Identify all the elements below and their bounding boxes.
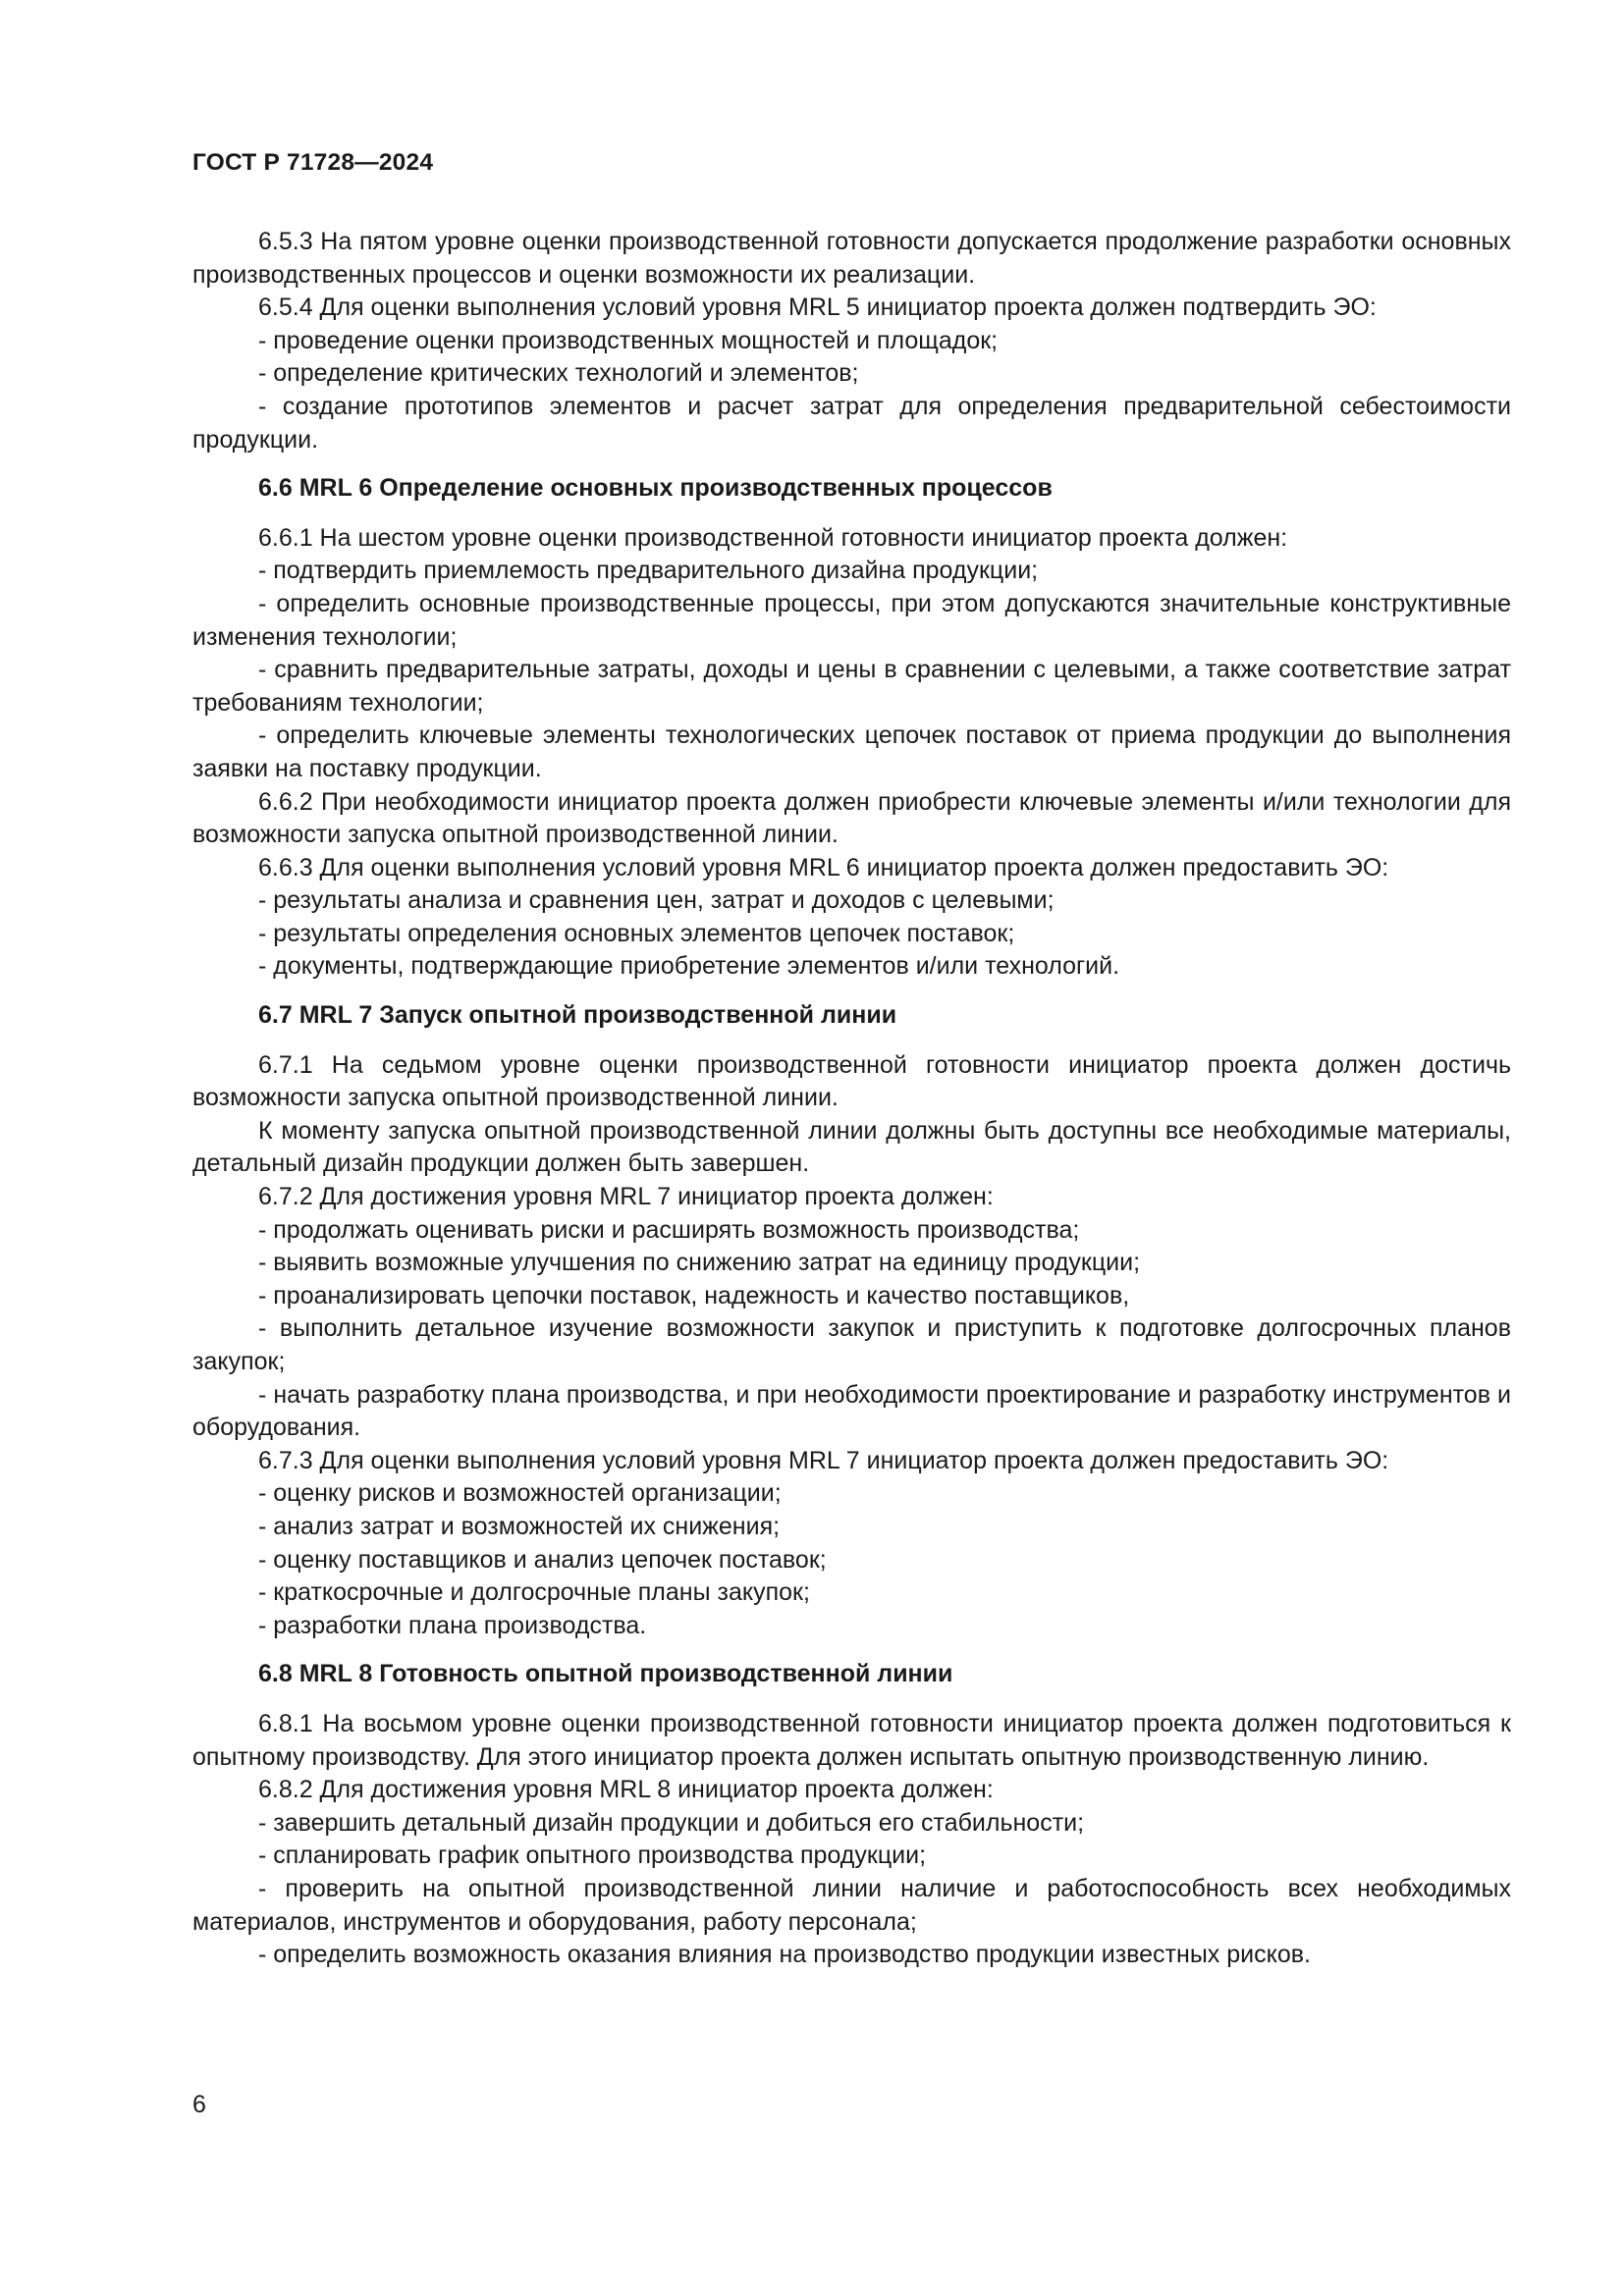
list-item: - создание прототипов элементов и расчет затрат для определения предварительной себестоимости продукции. [192,392,1511,454]
section-6-7 [192,999,1511,1642]
list-item: - определить возможность оказания влияния на производство продукции известных рисков. [258,1941,1311,1969]
paragraph: К моменту запуска опытной производственной линии должны быть доступны все необходимые материалы, детальный дизайн продукции должен быть завершен. [192,1116,1511,1178]
list-item: - краткосрочные и долгосрочные планы закупок; [258,1578,810,1607]
list-item: - результаты определения основных элементов цепочек поставок; [258,919,1015,947]
list-item: - проверить на опытной производственной линии наличие и работоспособность всех необходимых материалов, инструментов и оборудования, работу персонала; [192,1874,1511,1936]
document-body [192,226,1511,1972]
paragraph-6-7-3: 6.7.3 Для оценки выполнения условий уровня MRL 7 инициатор проекта должен предоставить ЭО: [258,1446,1389,1474]
paragraph-6-6-2: 6.6.2 При необходимости инициатор проекта должен приобрести ключевые элементы и/или технологии для возможности запуска опытной производственной линии. [192,787,1511,849]
paragraph-6-8-1: 6.8.1 На восьмом уровне оценки производственной готовности инициатор проекта должен подготовиться к опытному производству. Для этого инициатор проекта должен испытать опытную производственную линию. [192,1709,1511,1771]
list-item: - проведение оценки производственных мощностей и площадок; [258,326,999,354]
paragraph-6-5-3: 6.5.3 На пятом уровне оценки производственной готовности допускается продолжение разработки основных производственных процессов и оценки возможности их реализации. [192,228,1511,289]
list-item: - выполнить детальное изучение возможности закупок и приступить к подготовке долгосрочных планов закупок; [192,1314,1511,1375]
list-item: - продолжать оценивать риски и расширять возможность производства; [258,1215,1080,1244]
list-item: - начать разработку плана производства, и при необходимости проектирование и разработку инструментов и оборудования. [192,1380,1511,1442]
section-6-8 [192,1658,1511,1971]
list-item: - выявить возможные улучшения по снижению затрат на единицу продукции; [258,1249,1141,1277]
paragraph-6-8-2: 6.8.2 Для достижения уровня MRL 8 инициатор проекта должен: [258,1776,994,1804]
paragraph-6-5-4: 6.5.4 Для оценки выполнения условий уровня MRL 5 инициатор проекта должен подтвердить ЭО: [258,294,1377,322]
list-item: - разработки плана производства. [258,1611,647,1639]
list-item: - оценку рисков и возможностей организации; [258,1479,782,1508]
list-item: - определить ключевые элементы технологических цепочек поставок от приема продукции до выполнения заявки на поставку продукции. [192,721,1511,782]
section-6-6 [192,472,1511,984]
list-item: - документы, подтверждающие приобретение элементов и/или технологий. [258,952,1120,981]
list-item: - результаты анализа и сравнения цен, затрат и доходов с целевыми; [258,886,1055,915]
paragraph-6-7-1: 6.7.1 На седьмом уровне оценки производственной готовности инициатор проекта должен достичь возможности запуска опытной производственной линии. [192,1050,1511,1112]
paragraph-6-6-1: 6.6.1 На шестом уровне оценки производственной готовности инициатор проекта должен: [258,523,1288,552]
paragraph-6-7-2: 6.7.2 Для достижения уровня MRL 7 инициатор проекта должен: [258,1183,994,1211]
page-number: 6 [192,2091,206,2118]
list-item: - анализ затрат и возможностей их снижения; [258,1512,781,1540]
list-item: - спланировать график опытного производства продукции; [258,1842,927,1870]
document-header: ГОСТ Р 71728—2024 [192,149,434,176]
section-heading-6-6: 6.6 MRL 6 Определение основных производственных процессов [258,474,1053,503]
list-item: - определение критических технологий и элементов; [258,359,859,388]
list-item: - определить основные производственные процессы, при этом допускаются значительные конструктивные изменения технологии; [192,589,1511,651]
section-heading-6-8: 6.8 MRL 8 Готовность опытной производственной линии [258,1660,953,1688]
list-item: - сравнить предварительные затраты, доходы и цены в сравнении с целевыми, а также соответствие затрат требованиям технологии; [192,656,1511,717]
paragraph-6-6-3: 6.6.3 Для оценки выполнения условий уровня MRL 6 инициатор проекта должен предоставить ЭО: [258,853,1389,881]
list-item: - проанализировать цепочки поставок, надежность и качество поставщиков, [258,1281,1130,1309]
section-heading-6-7: 6.7 MRL 7 Запуск опытной производственной линии [258,1001,897,1030]
list-item: - подтвердить приемлемость предварительного дизайна продукции; [258,557,1039,585]
list-item: - оценку поставщиков и анализ цепочек поставок; [258,1545,827,1574]
list-item: - завершить детальный дизайн продукции и добиться его стабильности; [258,1808,1085,1837]
section-6-5 [192,226,1511,456]
